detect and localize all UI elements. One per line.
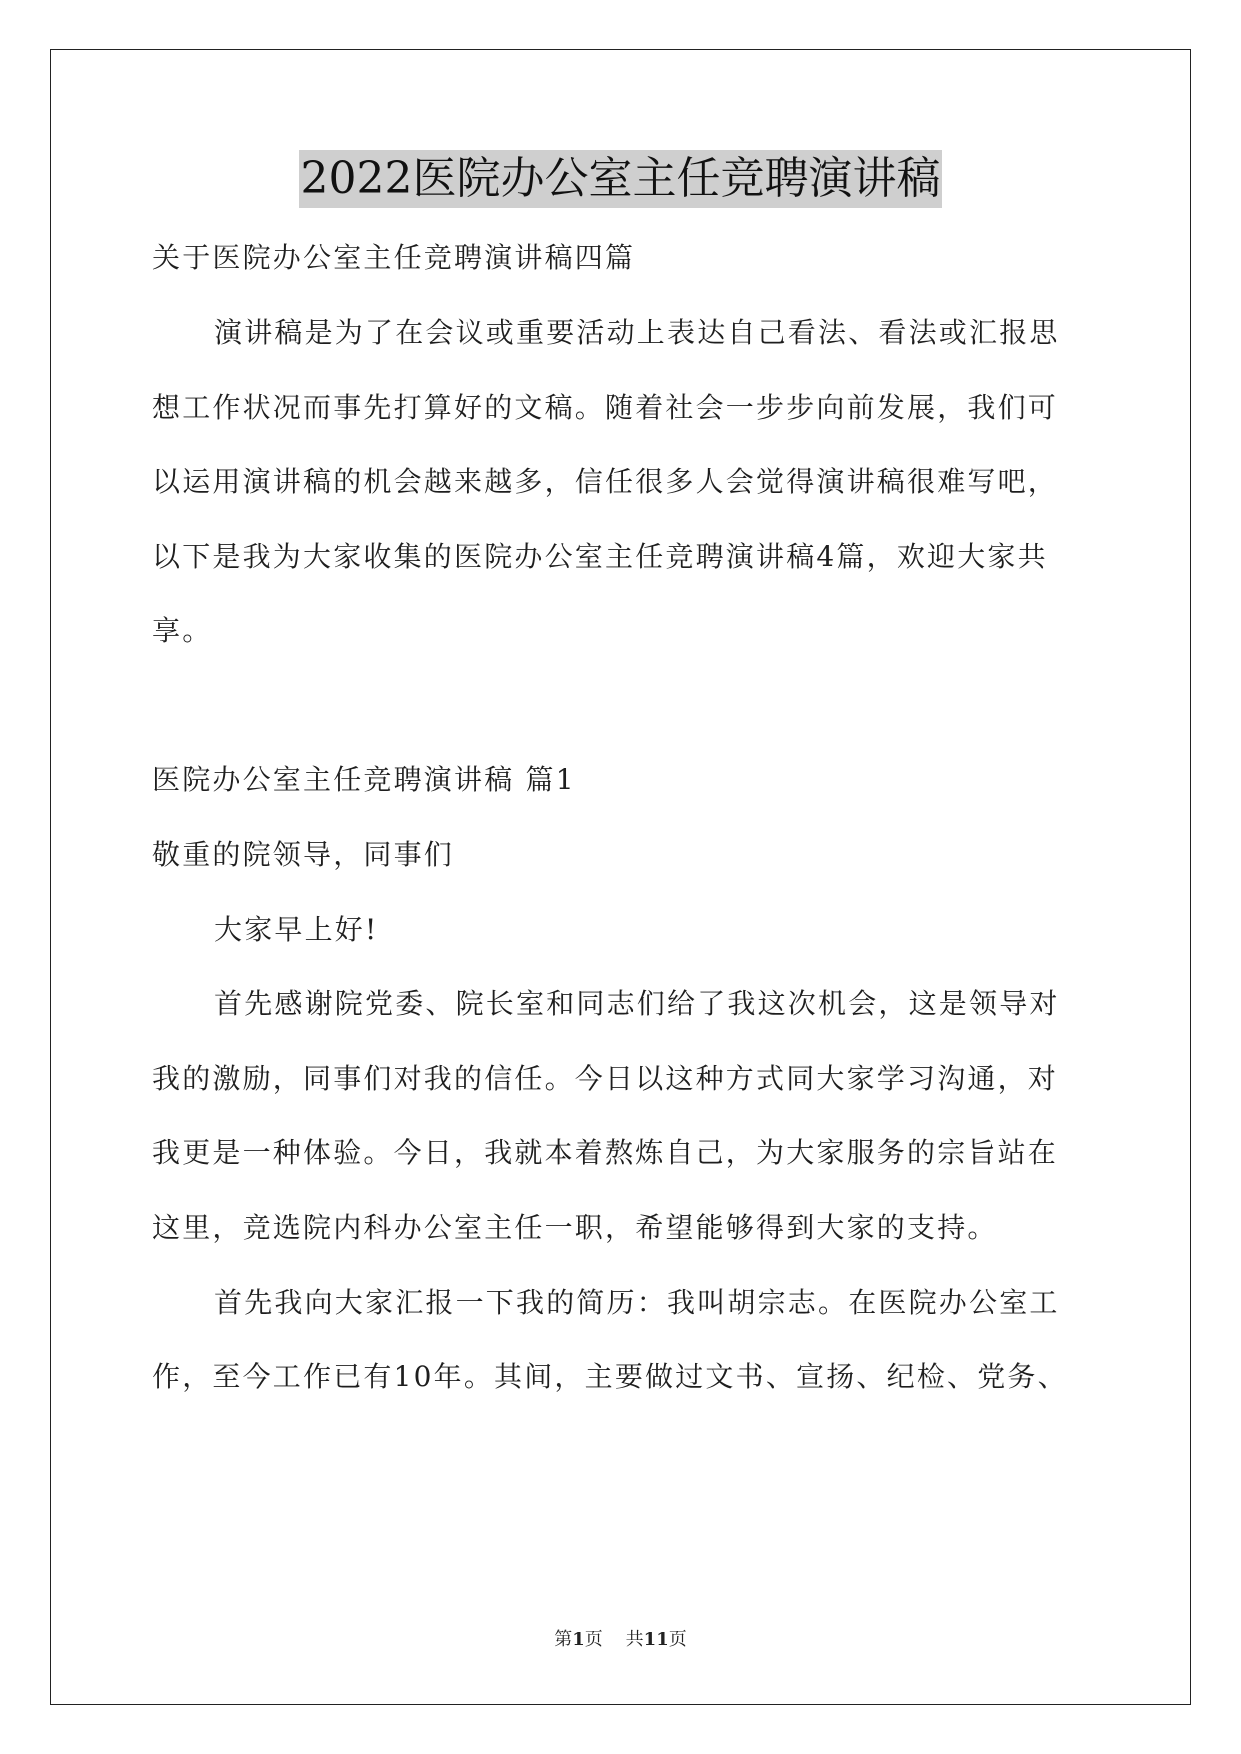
subtitle-line: 关于医院办公室主任竞聘演讲稿四篇 <box>152 241 636 274</box>
greeting: 大家早上好! <box>214 913 379 946</box>
page-footer <box>0 1628 1241 1652</box>
paragraph-line: 享。 <box>152 614 213 647</box>
current-page-number: 1 <box>572 1629 585 1650</box>
total-page-count: 11 <box>643 1629 669 1650</box>
paragraph-line: 我更是一种体验。今日，我就本着熬炼自己，为大家服务的宗旨站在 <box>152 1136 1059 1169</box>
page-unit: 页 <box>584 1629 603 1650</box>
section-heading: 医院办公室主任竞聘演讲稿 篇1 <box>152 763 576 796</box>
paragraph-line: 以运用演讲稿的机会越来越多，信任很多人会觉得演讲稿很难写吧， <box>152 465 1059 498</box>
title-block <box>0 150 1241 208</box>
paragraph-line: 想工作状况而事先打算好的文稿。随着社会一步步向前发展，我们可 <box>152 391 1059 424</box>
page-prefix: 第 <box>554 1629 573 1650</box>
paragraph-line: 演讲稿是为了在会议或重要活动上表达自己看法、看法或汇报思 <box>214 316 1060 349</box>
paragraph-line: 首先感谢院党委、院长室和同志们给了我这次机会，这是领导对 <box>214 987 1060 1020</box>
salutation: 敬重的院领导，同事们 <box>152 838 455 871</box>
paragraph-line: 以下是我为大家收集的医院办公室主任竞聘演讲稿4篇，欢迎大家共 <box>152 540 1048 573</box>
paragraph-line: 这里，竞选院内科办公室主任一职，希望能够得到大家的支持。 <box>152 1211 998 1244</box>
paragraph-line: 首先我向大家汇报一下我的简历：我叫胡宗志。在医院办公室工 <box>214 1286 1060 1319</box>
document-title: 2022医院办公室主任竞聘演讲稿 <box>299 150 943 208</box>
total-unit: 页 <box>668 1629 687 1650</box>
page-border <box>50 49 1191 1705</box>
paragraph-line: 我的激励，同事们对我的信任。今日以这种方式同大家学习沟通，对 <box>152 1062 1059 1095</box>
paragraph-line: 作，至今工作已有10年。其间，主要做过文书、宣扬、纪检、党务、 <box>152 1360 1068 1393</box>
total-prefix: 共 <box>625 1629 644 1650</box>
